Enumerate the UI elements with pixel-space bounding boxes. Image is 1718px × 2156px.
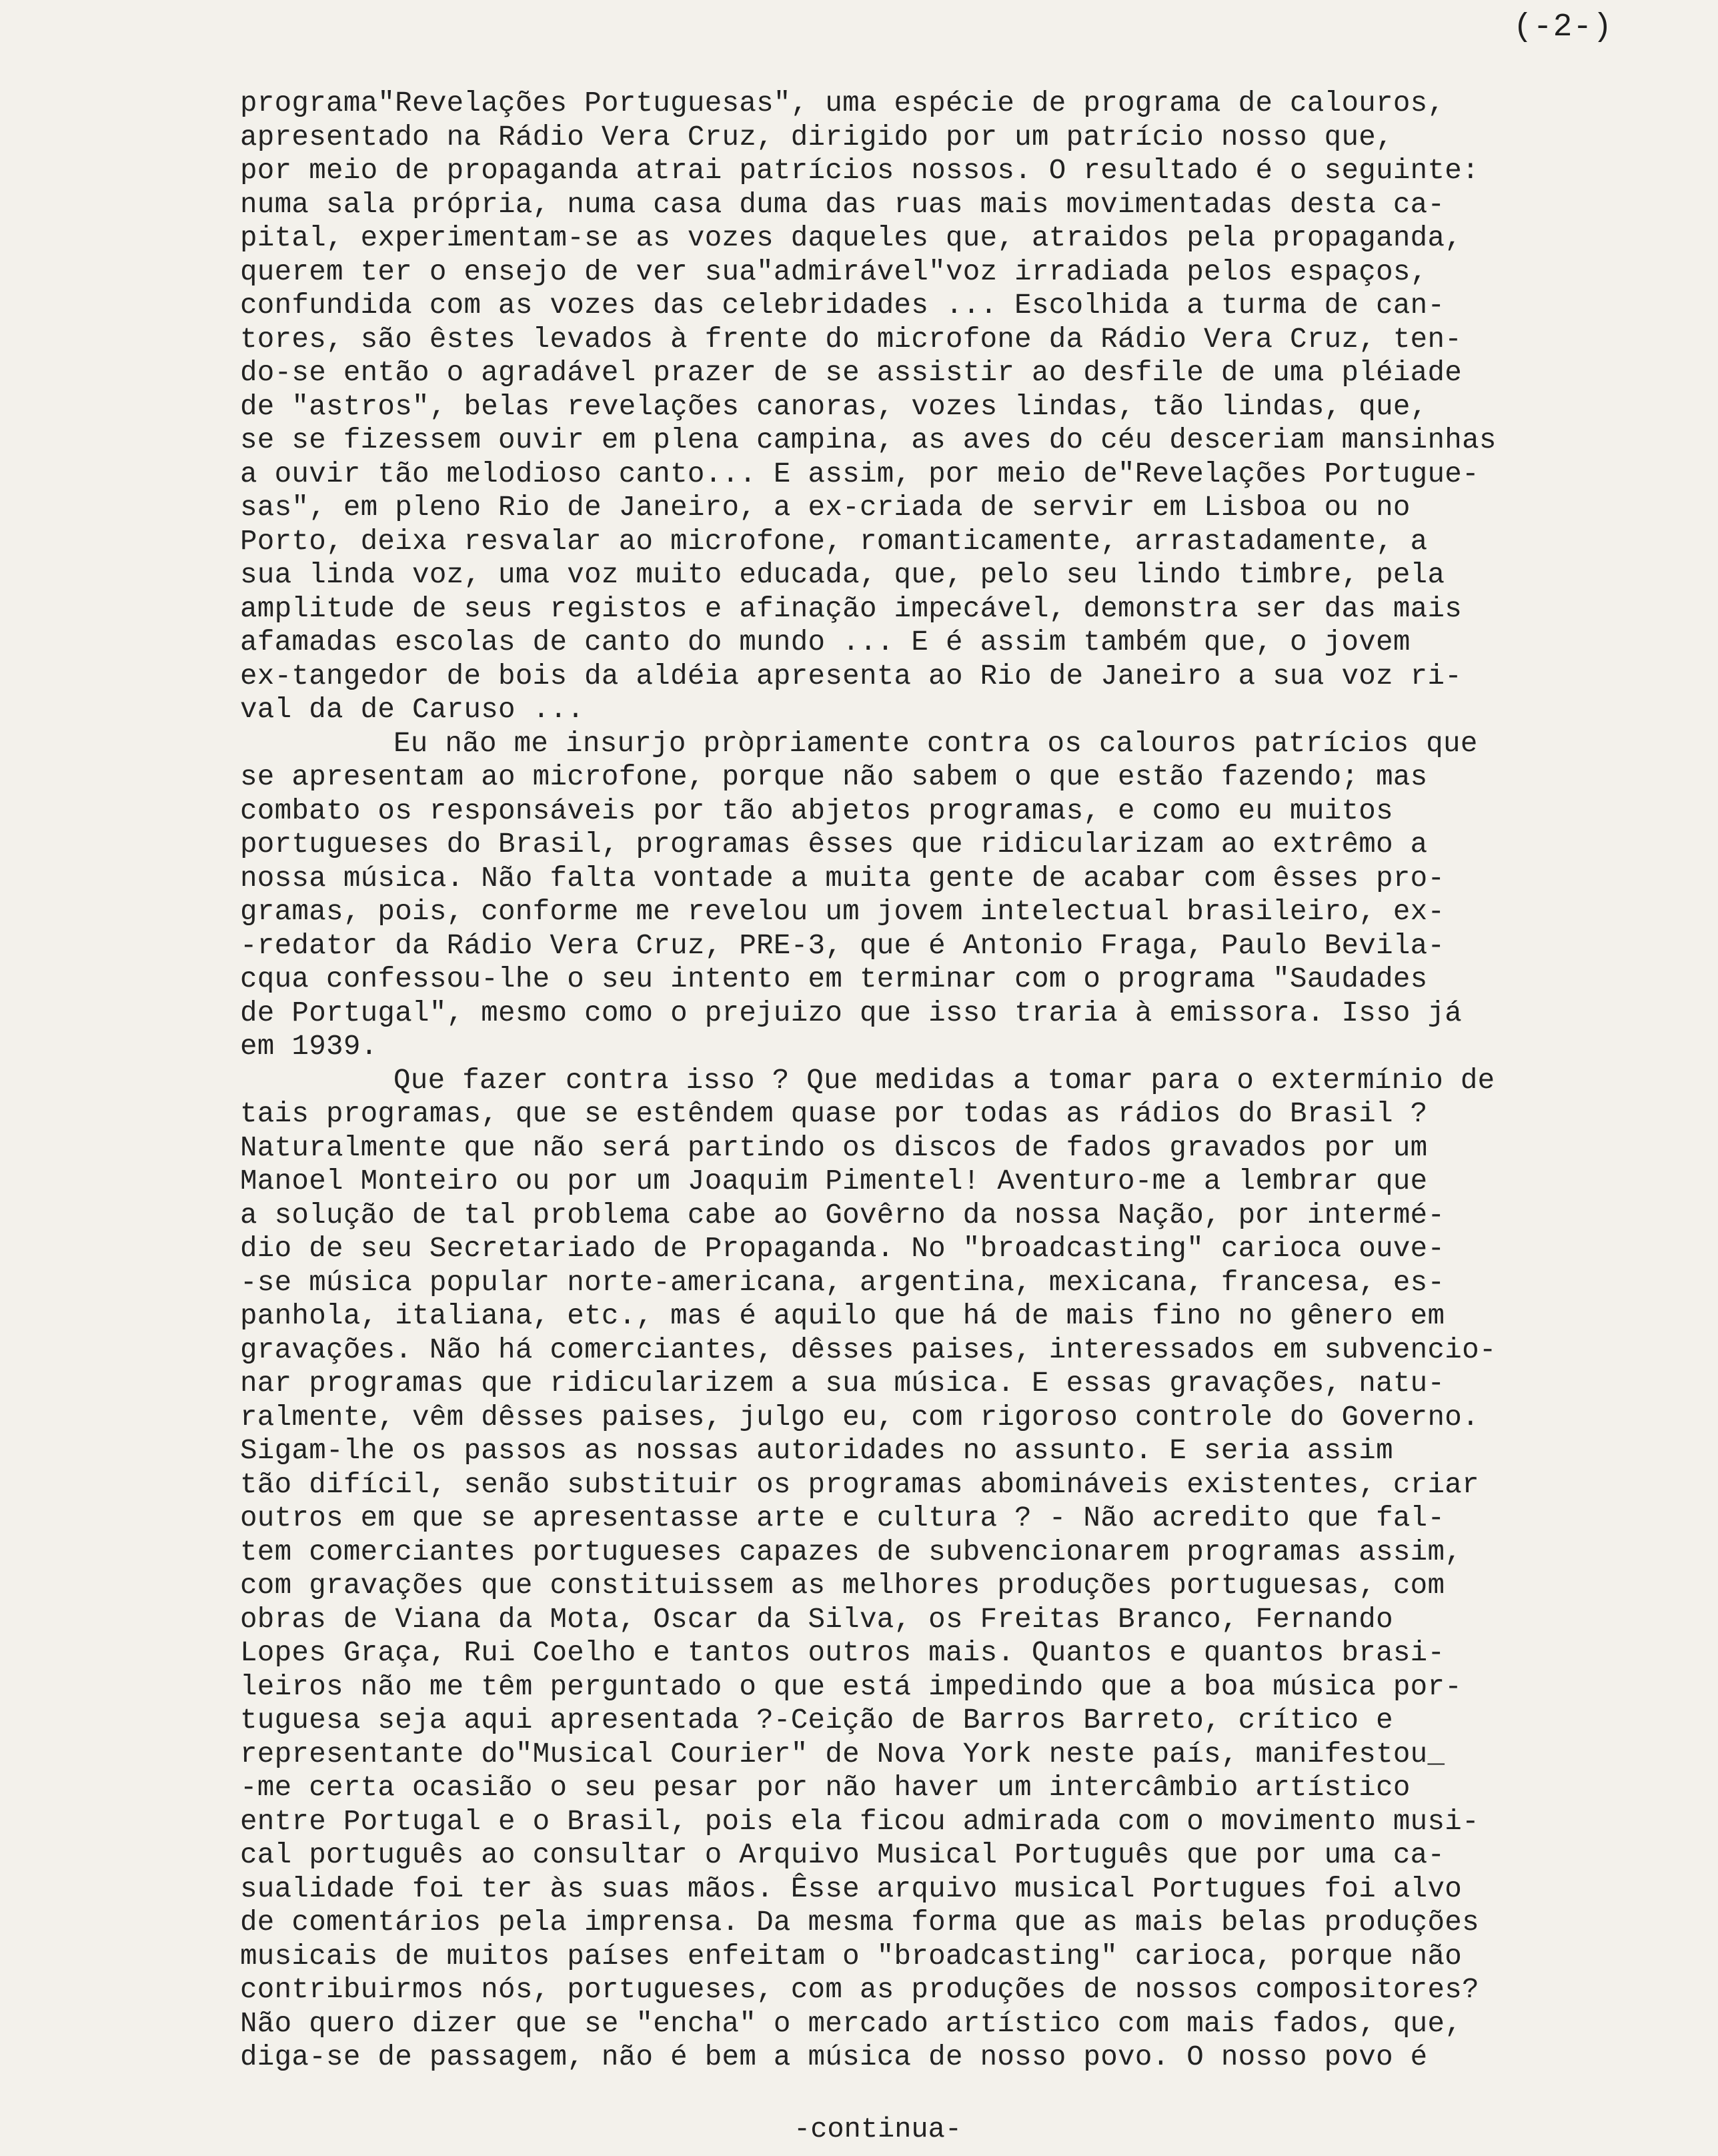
text-line: Que fazer contra isso ? Que medidas a tomar para o extermínio de bbox=[393, 1064, 1495, 1097]
text-line: do-se então o agradável prazer de se assistir ao desfile de uma pléiade bbox=[240, 357, 1463, 389]
text-line: Manoel Monteiro ou por um Joaquim Pimentel! Aventuro-me a lembrar que bbox=[240, 1165, 1428, 1197]
text-line: com gravações que constituissem as melhores produções portuguesas, com bbox=[240, 1570, 1445, 1602]
text-line: Naturalmente que não será partindo os discos de fados gravados por um bbox=[240, 1131, 1428, 1164]
text-line: leiros não me têm perguntado o que está impedindo que a boa música por- bbox=[240, 1670, 1463, 1703]
text-line: amplitude de seus registos e afinação impecável, demonstra ser das mais bbox=[240, 592, 1463, 625]
text-line: representante do"Musical Courier" de Nova York neste país, manifestou_ bbox=[240, 1738, 1445, 1770]
text-line: sualidade foi ter às suas mãos. Êsse arquivo musical Portugues foi alvo bbox=[240, 1872, 1463, 1905]
text-line: em 1939. bbox=[240, 1031, 378, 1063]
text-line: combato os responsáveis por tão abjetos programas, e como eu muitos bbox=[240, 794, 1393, 827]
text-line: sua linda voz, uma voz muito educada, que, pelo seu lindo timbre, pela bbox=[240, 559, 1445, 591]
text-line: pital, experimentam-se as vozes daqueles que, atraidos pela propaganda, bbox=[240, 222, 1463, 254]
text-line: afamadas escolas de canto do mundo ... E é assim também que, o jovem bbox=[240, 626, 1411, 658]
text-line: val da de Caruso ... bbox=[240, 694, 585, 726]
text-line: se apresentam ao microfone, porque não sabem o que estão fazendo; mas bbox=[240, 761, 1428, 793]
text-line: numa sala própria, numa casa duma das ruas mais movimentadas desta ca- bbox=[240, 188, 1445, 221]
text-line: tão difícil, senão substituir os programas abomináveis existentes, criar bbox=[240, 1468, 1479, 1501]
text-line: confundida com as vozes das celebridades ... Escolhida a turma de can- bbox=[240, 290, 1445, 322]
text-line: -me certa ocasião o seu pesar por não haver um intercâmbio artístico bbox=[240, 1772, 1411, 1804]
text-line: Não quero dizer que se "encha" o mercado artístico com mais fados, que, bbox=[240, 2007, 1463, 2040]
text-line: musicais de muitos países enfeitam o "broadcasting" carioca, porque não bbox=[240, 1940, 1463, 1973]
text-line: Lopes Graça, Rui Coelho e tantos outros mais. Quantos e quantos brasi- bbox=[240, 1637, 1445, 1669]
text-line: gravações. Não há comerciantes, dêsses paises, interessados em subvencio- bbox=[240, 1333, 1497, 1366]
text-line: de Portugal", mesmo como o prejuizo que isso traria à emissora. Isso já bbox=[240, 997, 1463, 1029]
text-line: ex-tangedor de bois da aldéia apresenta ao Rio de Janeiro a sua voz ri- bbox=[240, 660, 1463, 692]
text-line: programa"Revelações Portuguesas", uma espécie de programa de calouros, bbox=[240, 87, 1445, 119]
text-line: gramas, pois, conforme me revelou um jovem intelectual brasileiro, ex- bbox=[240, 896, 1445, 928]
text-line: -se música popular norte-americana, argentina, mexicana, francesa, es- bbox=[240, 1266, 1445, 1299]
text-line: tais programas, que se estêndem quase por todas as rádios do Brasil ? bbox=[240, 1098, 1428, 1130]
text-line: diga-se de passagem, não é bem a música de nosso povo. O nosso povo é bbox=[240, 2041, 1428, 2073]
text-line: tem comerciantes portugueses capazes de subvencionarem programas assim, bbox=[240, 1536, 1463, 1568]
text-line: nar programas que ridicularizem a sua música. E essas gravações, natu- bbox=[240, 1368, 1445, 1400]
text-line: Sigam-lhe os passos as nossas autoridades no assunto. E seria assim bbox=[240, 1435, 1393, 1467]
text-line: ralmente, vêm dêsses paises, julgo eu, com rigoroso controle do Governo. bbox=[240, 1401, 1479, 1434]
text-line: apresentado na Rádio Vera Cruz, dirigido por um patrício nosso que, bbox=[240, 121, 1393, 153]
text-line: dio de seu Secretariado de Propaganda. No "broadcasting" carioca ouve- bbox=[240, 1233, 1445, 1265]
text-line: se se fizessem ouvir em plena campina, as aves do céu desceriam mansinhas bbox=[240, 424, 1497, 456]
text-line: de comentários pela imprensa. Da mesma forma que as mais belas produções bbox=[240, 1907, 1479, 1939]
text-line: por meio de propaganda atrai patrícios nossos. O resultado é o seguinte: bbox=[240, 155, 1479, 187]
text-line: panhola, italiana, etc., mas é aquilo que há de mais fino no gênero em bbox=[240, 1300, 1445, 1332]
text-line: cal português ao consultar o Arquivo Musical Português que por uma ca- bbox=[240, 1839, 1445, 1871]
text-line: nossa música. Não falta vontade a muita gente de acabar com êsses pro- bbox=[240, 862, 1445, 895]
text-line: Porto, deixa resvalar ao microfone, romanticamente, arrastadamente, a bbox=[240, 525, 1428, 558]
text-line: sas", em pleno Rio de Janeiro, a ex-criada de servir em Lisboa ou no bbox=[240, 492, 1411, 524]
text-line: tuguesa seja aqui apresentada ?-Ceição de Barros Barreto, crítico e bbox=[240, 1704, 1393, 1736]
continuation-footer: -continua- bbox=[794, 2113, 962, 2145]
typed-text-body bbox=[240, 87, 1701, 2075]
page-number: (-2-) bbox=[1513, 9, 1613, 45]
text-line: de "astros", belas revelações canoras, vozes lindas, tão lindas, que, bbox=[240, 390, 1428, 423]
text-line: cqua confessou-lhe o seu intento em terminar com o programa "Saudades bbox=[240, 963, 1428, 995]
text-line: Eu não me insurjo pròpriamente contra os calouros patrícios que bbox=[393, 727, 1478, 760]
text-line: a ouvir tão melodioso canto... E assim, por meio de"Revelações Portugue- bbox=[240, 458, 1479, 490]
text-line: tores, são êstes levados à frente do microfone da Rádio Vera Cruz, ten- bbox=[240, 323, 1463, 356]
text-line: querem ter o ensejo de ver sua"admirável"voz irradiada pelos espaços, bbox=[240, 255, 1428, 288]
text-line: a solução de tal problema cabe ao Govêrno da nossa Nação, por intermé- bbox=[240, 1199, 1445, 1231]
text-line: -redator da Rádio Vera Cruz, PRE-3, que é Antonio Fraga, Paulo Bevila- bbox=[240, 929, 1445, 962]
text-line: entre Portugal e o Brasil, pois ela ficou admirada com o movimento musi- bbox=[240, 1805, 1479, 1838]
text-line: contribuirmos nós, portugueses, com as produções de nossos compositores? bbox=[240, 1974, 1479, 2006]
text-line: portugueses do Brasil, programas êsses que ridicularizam ao extrêmo a bbox=[240, 829, 1428, 861]
text-line: outros em que se apresentasse arte e cultura ? - Não acredito que fal- bbox=[240, 1502, 1445, 1534]
text-line: obras de Viana da Mota, Oscar da Silva, os Freitas Branco, Fernando bbox=[240, 1603, 1393, 1636]
